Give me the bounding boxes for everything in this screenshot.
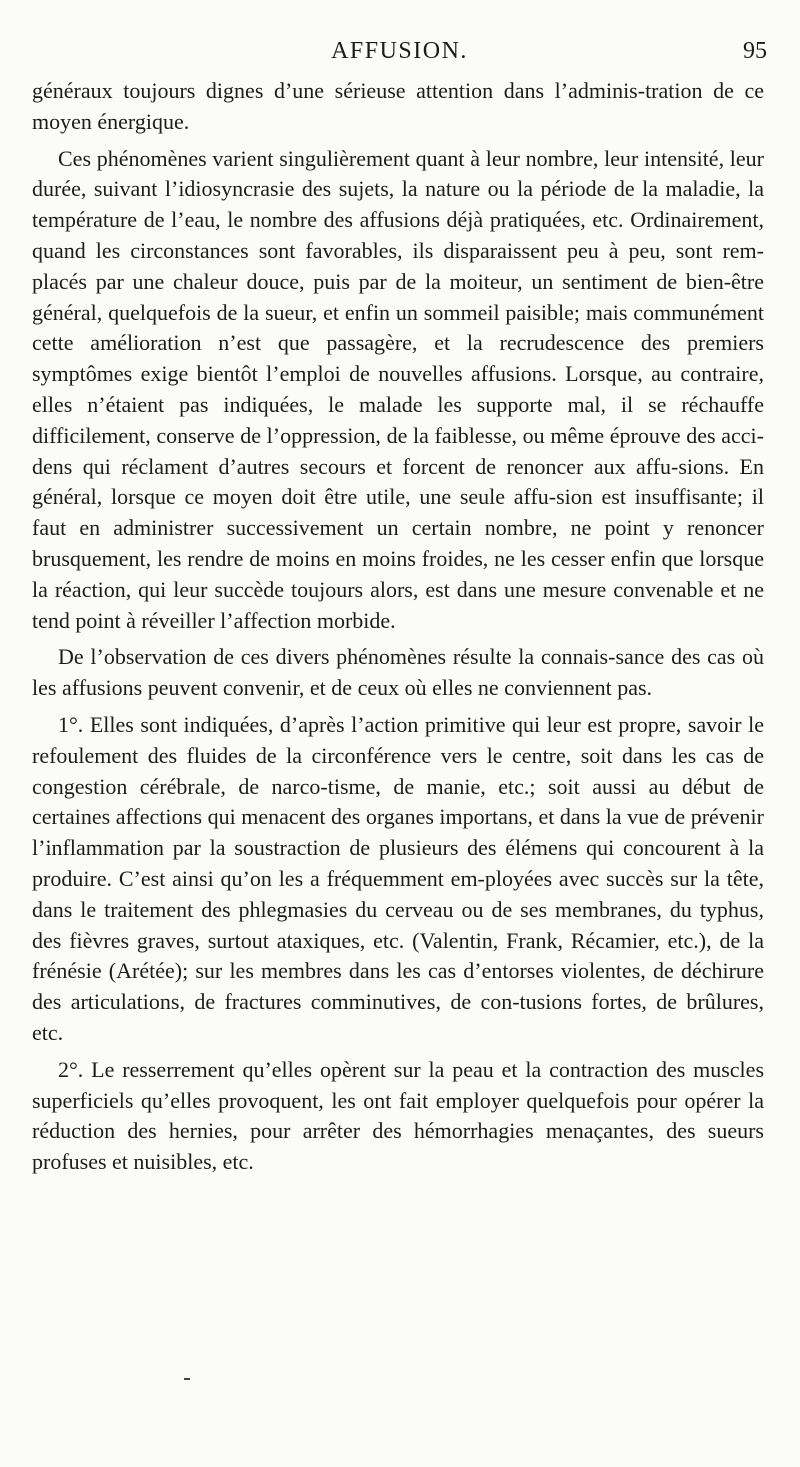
paragraph-continuation: généraux toujours dignes d’une sérieuse attention dans l’adminis-tration de ce moyen énergique. [32,78,764,134]
paragraph-phenomena: Ces phénomènes varient singulièrement quant à leur nombre, leur intensité, leur durée, suivant l’idiosyncrasie des sujets, la nature ou la période de la maladie, la température de l’eau, le nombre des affusions déjà pratiquées, etc. Ordinairement, quand les circonstances sont favorables, ils disparaissent peu à peu, sont rem-placés par une chaleur douce, puis par de la moiteur, un sentiment de bien-être général, quelquefois de la sueur, et enfin un sommeil paisible; mais communément cette amélioration n’est que passagère, et la recrudescence des premiers symptômes exige bientôt l’emploi de nouvelles affusions. Lorsque, au contraire, elles n’étaient pas indiquées, le malade les supporte mal, il se réchauffe difficilement, conserve de l’oppression, de la faiblesse, ou même éprouve des acci-dens qui réclament d’autres secours et forcent de renoncer aux affu-sions. En général, lorsque ce moyen doit être utile, une seule affu-sion est insuffisante; il faut en administrer successivement un certain nombre, ne point y renoncer brusquement, les rendre de moins en moins froides, ne les cesser enfin que lorsque la réaction, qui leur succède toujours alors, est dans une mesure convenable et ne tend point à réveiller l’affection morbide. [32,145,764,633]
running-title: AFFUSION. [331,38,468,64]
body-text [32,76,764,1184]
paragraph-indication-1: 1°. Elles sont indiquées, d’après l’action primitive qui leur est propre, savoir le refoulement des fluides de la circonférence vers le centre, soit dans les cas de congestion cérébrale, de narco-tisme, de manie, etc.; soit aussi au début de certaines affections qui menacent des organes importans, et dans la vue de prévenir l’inflammation par la soustraction de plusieurs des élémens qui concourent à la produire. C’est ainsi qu’on les a fréquemment em-ployées avec succès sur la tête, dans le traitement des phlegmasies du cerveau ou de ses membranes, du typhus, des fièvres graves, surtout ataxiques, etc. (Valentin, Frank, Récamier, etc.), de la frénésie (Arétée); sur les membres dans les cas d’entorses violentes, de déchirure des articulations, de fractures comminutives, de con-tusions fortes, de brûlures, etc. [32,711,764,1045]
stray-ink-mark [184,1378,190,1380]
paragraph-observation: De l’observation de ces divers phénomènes résulte la connais-sance des cas où les affusions peuvent convenir, et de ceux où elles ne conviennent pas. [32,644,764,701]
paragraph-indication-2: 2°. Le resserrement qu’elles opèrent sur la peau et la contraction des muscles superficiels qu’elles provoquent, les ont fait employer quelquefois pour opérer la réduction des hernies, pour arrêter des hémorrhagies menaçantes, des sueurs profuses et nuisibles, etc. [32,1056,764,1175]
page-number: 95 [743,38,767,64]
page-header [32,38,767,78]
